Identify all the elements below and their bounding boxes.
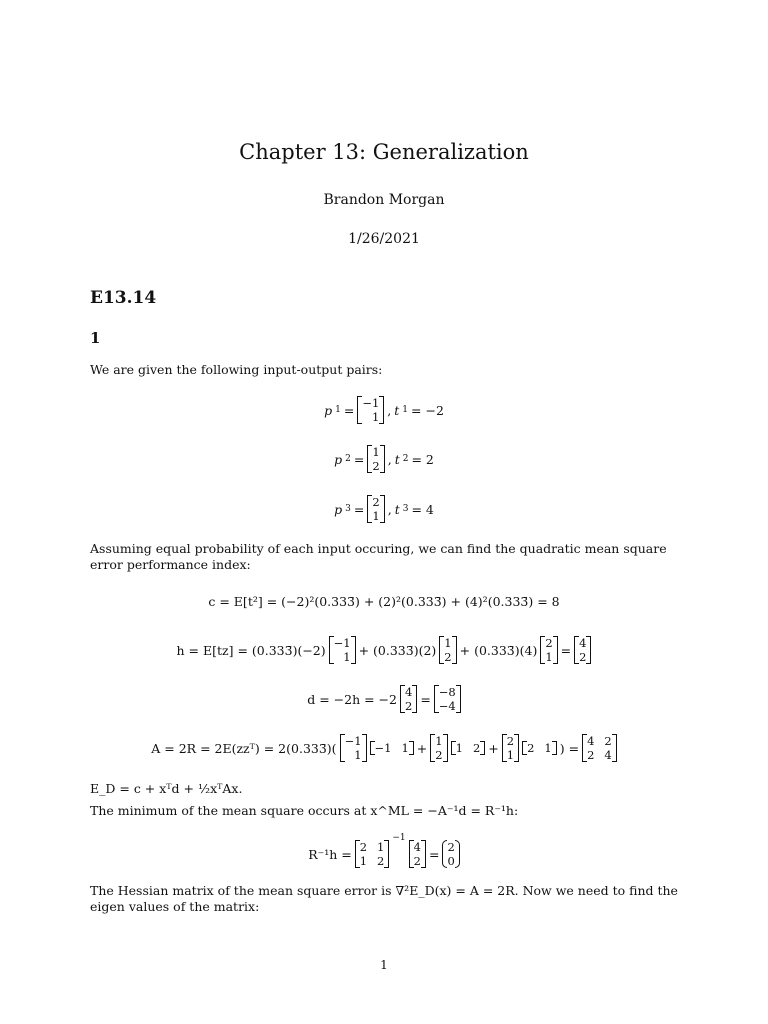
equation-c: c = E[t²] = (−2)²(0.333̄) + (2)²(0.333̄) + (4)²(0.333̄) = 8 [208, 594, 560, 609]
author-name: Brandon Morgan [323, 192, 445, 208]
equation-A: A = 2R = 2E(zzᵀ) = 2(0.333̄)( −1 1 −1 1 + 1 2 1 2 + 2 1 2 1 ) = 4 2 2 4 [0, 734, 768, 762]
pair-equation-3: p 3 = 2 1 , t 3 = 4 [334, 495, 434, 523]
subsection-heading: 1 [90, 329, 101, 347]
vector-p1: −1 1 [357, 396, 384, 424]
pair-equation-1: p 1 = −1 1 , t 1 = −2 [324, 396, 444, 424]
assumption-text: Assuming equal probability of each input occuring, we can find the quadratic mean square error performance index: [90, 541, 667, 572]
ed-definition: E_D = c + xᵀd + ½xᵀAx. [90, 781, 243, 796]
hessian-text: The Hessian matrix of the mean square error is ∇²E_D(x) = A = 2R. Now we need to find the eigen values of the matrix: [90, 883, 678, 914]
paper-title: Chapter 13: Generalization [239, 140, 529, 164]
equation-h: h = E[tz] = (0.333̄)(−2) −1 1 + (0.333̄)(2) 1 2 + (0.333̄)(4) 2 1 = 4 2 [0, 636, 768, 664]
minimum-text: The minimum of the mean square occurs at x^ML = −A⁻¹d = R⁻¹h: [90, 803, 519, 818]
page-number: 1 [380, 958, 388, 972]
equation-d: d = −2h = −2 4 2 = −8 −4 [0, 685, 768, 713]
section-heading: E13.14 [90, 288, 157, 308]
vector-p2: 1 2 [367, 445, 384, 473]
vector-p3: 2 1 [367, 495, 384, 523]
pair-equation-2: p 2 = 1 2 , t 2 = 2 [334, 445, 434, 473]
paper-date: 1/26/2021 [348, 231, 420, 247]
intro-text: We are given the following input-output pairs: [90, 362, 383, 377]
equation-R-inverse: R⁻¹h = 2 1 1 2 −1 4 2 = 2 0 [0, 840, 768, 868]
